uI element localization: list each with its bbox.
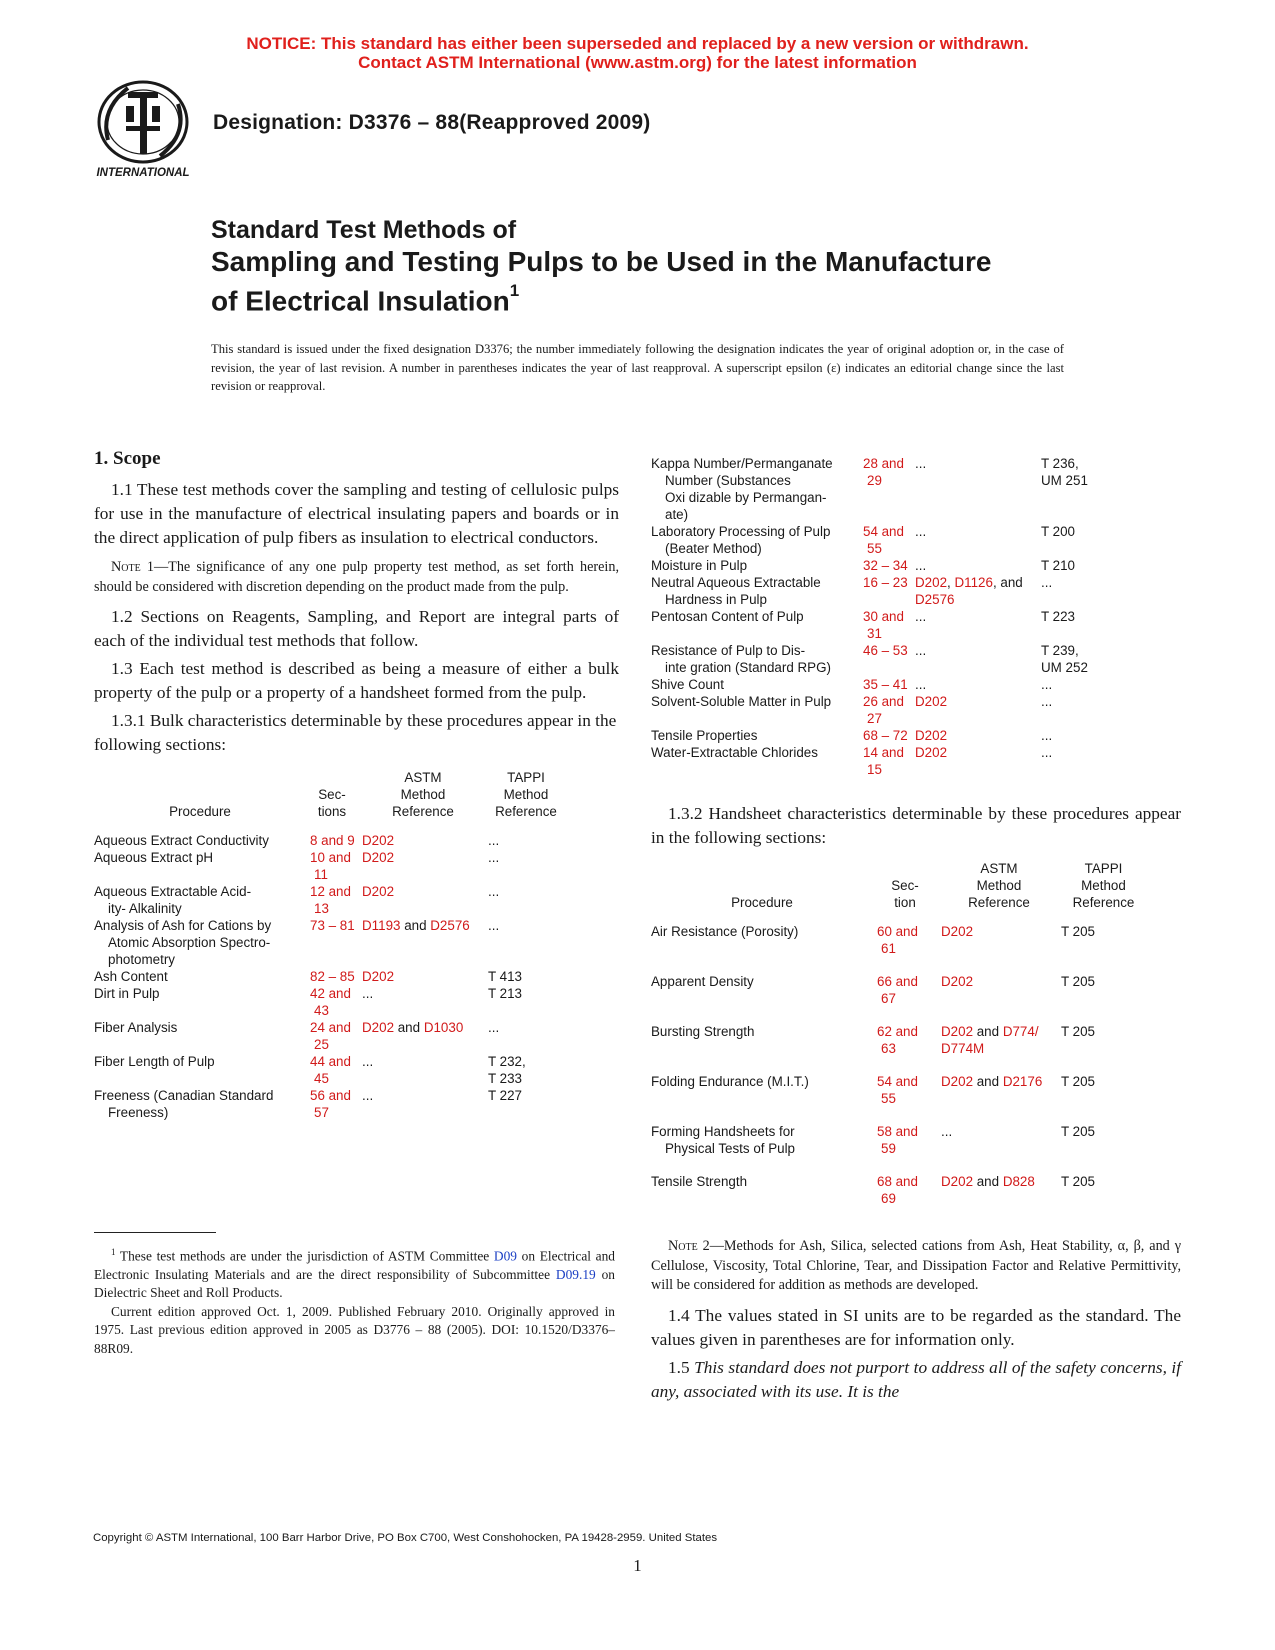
footnote-edition: Current edition approved Oct. 1, 2009. Published February 2010. Originally approved in 1975. Last previous edition approved in 2005 as D3776 – 88 (2005). DOI: 10.1520/D3376–88R09. — [94, 1303, 615, 1356]
tappi-reference-cell: T 205 — [1061, 924, 1095, 939]
astm-reference-cell[interactable]: D202 — [362, 833, 395, 848]
procedure-cell: Aqueous Extract pH — [94, 850, 214, 865]
astm-reference-cell[interactable]: D202 — [362, 884, 395, 899]
section-ref[interactable]: 73 – 81 — [310, 918, 355, 933]
note-1 — [94, 558, 619, 597]
section-ref[interactable]: 59 — [881, 1141, 896, 1156]
astm-reference-cell[interactable]: ... — [915, 558, 927, 573]
tappi-reference-cell: ... — [1041, 694, 1053, 709]
designation: Designation: D3376 – 88(Reapproved 2009) — [213, 111, 651, 134]
footnote-text-b: on Electrical and Electronic Insulating Materials and are the direct responsibility of Subcommittee — [94, 1248, 616, 1282]
sections-cell[interactable] — [306, 1053, 358, 1087]
procedure-cell: Aqueous Extract Conductivity — [94, 833, 269, 848]
astm-reference-cell[interactable]: D202 — [362, 969, 395, 984]
sections-cell[interactable] — [859, 557, 911, 574]
tappi-reference-cell: ... — [488, 918, 500, 933]
note-2-label: Note — [668, 1238, 698, 1254]
tappi-reference-cell: T 200 — [1041, 524, 1075, 539]
tappi-reference-cell: T 232, T 233 — [488, 1054, 526, 1086]
note-1-label: Note — [111, 559, 141, 575]
tappi-reference-cell: ... — [1041, 575, 1053, 590]
tappi-reference-cell: T 223 — [1041, 609, 1075, 624]
paragraph-1-5 — [651, 1356, 1181, 1404]
section-ref[interactable]: 82 – 85 — [310, 969, 355, 984]
section-ref[interactable]: 54 and — [863, 524, 904, 539]
table-row — [94, 1087, 564, 1121]
astm-reference-cell[interactable]: ... — [362, 986, 374, 1001]
title-footnote-mark[interactable]: 1 — [509, 281, 520, 300]
notice-line-1: NOTICE: This standard has either been superseded and replaced by a new version or withdrawn. — [246, 34, 1029, 53]
document-title — [211, 215, 991, 317]
procedure-cell: Bursting Strength — [651, 1024, 755, 1039]
header-astm: ASTM Method Reference — [968, 861, 1030, 910]
tappi-reference-cell: T 205 — [1061, 1124, 1095, 1139]
astm-reference-cell[interactable]: ... — [915, 677, 927, 692]
procedure-cell: Tensile Strength — [651, 1174, 748, 1189]
procedure-cell: Folding Endurance (M.I.T.) — [651, 1074, 809, 1089]
sections-cell[interactable] — [859, 523, 911, 557]
sections-cell[interactable] — [859, 574, 911, 608]
paragraph-1-3-1: 1.3.1 Bulk characteristics determinable by these procedures appear in the following sections: — [94, 711, 617, 754]
header-astm: ASTM Method Reference — [392, 770, 454, 819]
table-row — [651, 744, 1131, 778]
section-ref[interactable]: 69 — [881, 1191, 896, 1206]
section-ref[interactable]: 68 – 72 — [863, 728, 908, 743]
astm-reference-cell[interactable]: D202 — [941, 924, 974, 939]
procedure-cell: Freeness (Canadian Standard Freeness) — [94, 1088, 274, 1120]
section-ref[interactable]: 15 — [867, 762, 882, 777]
footnote-text-c: on Dielectric Sheet and Roll Products. — [94, 1266, 615, 1301]
bulk-characteristics-table — [94, 769, 564, 1121]
section-ref[interactable]: 24 and — [310, 1020, 351, 1035]
table-row — [651, 608, 1131, 642]
table-row — [651, 523, 1131, 557]
paragraph-1-3: 1.3 Each test method is described as being a measure of either a bulk property of the pulp or a property of a handsheet formed from the pulp. — [94, 659, 619, 702]
table-row — [94, 968, 564, 985]
procedure-cell: Solvent-Soluble Matter in Pulp — [651, 694, 832, 709]
paragraph-1-4: 1.4 The values stated in SI units are to be regarded as the standard. The values given in parentheses are for information only. — [651, 1305, 1181, 1349]
table-row — [94, 1053, 564, 1087]
astm-logo-icon — [88, 80, 200, 180]
section-ref[interactable]: 56 and — [310, 1088, 351, 1103]
sections-cell[interactable] — [873, 973, 937, 1023]
section-ref[interactable]: 12 and — [310, 884, 351, 899]
tappi-reference-cell: T 205 — [1061, 974, 1095, 989]
table-row — [651, 693, 1131, 727]
procedure-cell: Aqueous Extractable Acid- ity- Alkalinity — [94, 884, 252, 916]
table-row — [651, 1173, 1146, 1223]
footnote-divider — [94, 1232, 216, 1233]
tappi-reference-cell: T 213 — [488, 986, 522, 1001]
sections-cell[interactable] — [306, 985, 358, 1019]
astm-reference-cell[interactable]: D202 and D774/ D774M — [941, 1024, 1039, 1056]
sections-cell[interactable] — [859, 693, 911, 727]
committee-link[interactable]: D09 — [493, 1248, 517, 1264]
sections-cell[interactable] — [859, 676, 911, 693]
astm-reference-cell[interactable]: ... — [915, 643, 927, 658]
procedure-cell: Moisture in Pulp — [651, 558, 748, 573]
section-ref[interactable]: 42 and — [310, 986, 351, 1001]
astm-reference-cell[interactable]: D202 — [941, 974, 974, 989]
sections-cell[interactable] — [306, 1087, 358, 1121]
section-ref[interactable]: 35 – 41 — [863, 677, 908, 692]
procedure-cell: Laboratory Processing of Pulp (Beater Method) — [651, 524, 831, 556]
procedure-cell: Dirt in Pulp — [94, 986, 160, 1001]
table-row — [94, 832, 564, 849]
astm-reference-cell[interactable]: ... — [362, 1054, 374, 1069]
section-ref[interactable]: 58 and — [877, 1124, 918, 1139]
notice-line-2[interactable]: Contact ASTM International (www.astm.org) for the latest information — [358, 53, 917, 72]
astm-reference-cell[interactable]: D202, D1126, and D2576 — [915, 575, 1023, 607]
section-ref[interactable]: 60 and — [877, 924, 918, 939]
sections-cell[interactable] — [306, 917, 358, 968]
astm-reference-cell[interactable]: ... — [915, 609, 927, 624]
procedure-cell: Fiber Length of Pulp — [94, 1054, 215, 1069]
tappi-reference-cell: ... — [488, 884, 500, 899]
section-ref[interactable]: 66 and — [877, 974, 918, 989]
sections-cell[interactable] — [306, 849, 358, 883]
header-procedure: Procedure — [731, 895, 793, 910]
sections-cell[interactable] — [306, 1019, 358, 1053]
procedure-cell: Water-Extractable Chlorides — [651, 745, 818, 760]
tappi-reference-cell: T 205 — [1061, 1024, 1095, 1039]
section-ref[interactable]: 25 — [314, 1037, 329, 1052]
section-ref[interactable]: 27 — [867, 711, 882, 726]
section-ref[interactable]: 11 — [314, 867, 328, 882]
section-ref[interactable]: 62 and — [877, 1024, 918, 1039]
paragraph-1-2: 1.2 Sections on Reagents, Sampling, and Report are integral parts of each of the individual test methods that follow. — [94, 607, 619, 650]
procedure-cell: Pentosan Content of Pulp — [651, 609, 804, 624]
section-ref[interactable]: 54 and — [877, 1074, 918, 1089]
procedure-cell: Forming Handsheets for Physical Tests of Pulp — [651, 1124, 796, 1156]
header-sections: Sec- tions — [317, 787, 347, 819]
section-ref[interactable]: 29 — [867, 473, 882, 488]
section-ref[interactable]: 45 — [314, 1071, 329, 1086]
section-ref[interactable]: 13 — [314, 901, 329, 916]
section-ref[interactable]: 30 and — [863, 609, 904, 624]
bulk-characteristics-table-continued — [651, 455, 1131, 778]
table-row — [651, 574, 1131, 608]
procedure-cell: Neutral Aqueous Extractable Hardness in Pulp — [651, 575, 821, 607]
table-row — [651, 1073, 1146, 1123]
section-ref[interactable]: 8 and 9 — [310, 833, 355, 848]
tappi-reference-cell: ... — [1041, 745, 1053, 760]
table-row — [651, 923, 1146, 973]
sections-cell[interactable] — [873, 923, 937, 973]
tappi-reference-cell: T 236, UM 251 — [1041, 456, 1088, 488]
issued-statement: This standard is issued under the fixed designation D3376; the number immediately following the designation indicates the year of original adoption or, in the case of revision, the year of last revision. A number in parentheses indicates the year of last reapproval. A superscript epsilon (ε) indicates an editorial change since the last revision or reapproval. — [211, 342, 1064, 393]
astm-reference-cell[interactable]: D202 — [915, 745, 948, 760]
section-ref[interactable]: 14 and — [863, 745, 904, 760]
table-row — [651, 557, 1131, 574]
astm-logo — [88, 80, 200, 180]
astm-reference-cell[interactable]: ... — [915, 456, 927, 471]
title-line-1: Standard Test Methods of — [211, 216, 517, 244]
section-ref[interactable]: 67 — [881, 991, 896, 1006]
astm-reference-cell[interactable]: D202 — [915, 694, 948, 709]
table-row — [651, 676, 1131, 693]
astm-reference-cell[interactable]: D202 and D2176 — [941, 1074, 1043, 1089]
tappi-reference-cell: T 227 — [488, 1088, 522, 1103]
tappi-reference-cell: ... — [1041, 677, 1053, 692]
paragraph-1-5-number: 1.5 — [668, 1357, 695, 1377]
title-line-2: Sampling and Testing Pulps to be Used in the Manufacture — [211, 246, 992, 277]
procedure-cell: Fiber Analysis — [94, 1020, 178, 1035]
procedure-cell: Resistance of Pulp to Dis- inte gration (Standard RPG) — [651, 643, 831, 675]
sections-cell[interactable] — [306, 883, 358, 917]
procedure-cell: Kappa Number/Permanganate Number (Substances Oxi dizable by Permangan- ate) — [651, 456, 833, 522]
sections-cell[interactable] — [306, 832, 358, 849]
table-row — [651, 642, 1131, 676]
section-ref[interactable]: 44 and — [310, 1054, 351, 1069]
table-row — [94, 849, 564, 883]
table-row — [651, 727, 1131, 744]
table-row — [651, 1023, 1146, 1073]
left-column — [94, 448, 619, 1121]
section-ref[interactable]: 57 — [314, 1105, 329, 1120]
footnote-mark: 1 — [111, 1247, 116, 1257]
section-ref[interactable]: 61 — [881, 941, 896, 956]
section-ref[interactable]: 16 – 23 — [863, 575, 908, 590]
sections-cell[interactable] — [873, 1123, 937, 1173]
header-tappi: TAPPI Method Reference — [1072, 861, 1135, 910]
section-ref[interactable]: 31 — [867, 626, 882, 641]
sections-cell[interactable] — [859, 642, 911, 676]
sections-cell[interactable] — [873, 1173, 937, 1223]
tappi-reference-cell: T 413 — [488, 969, 522, 984]
tappi-reference-cell: T 205 — [1061, 1074, 1095, 1089]
astm-reference-cell[interactable]: D1193 and D2576 — [362, 918, 470, 933]
table-row — [94, 1019, 564, 1053]
astm-reference-cell[interactable]: ... — [941, 1124, 953, 1139]
handsheet-characteristics-table — [651, 860, 1146, 1223]
section-heading-scope: 1. Scope — [94, 448, 161, 469]
sections-cell[interactable] — [873, 1023, 937, 1073]
footnote-text-a: These test methods are under the jurisdiction of ASTM Committee — [115, 1248, 494, 1264]
sections-cell[interactable] — [859, 727, 911, 744]
logo-subtitle: INTERNATIONAL — [96, 167, 190, 179]
astm-reference-cell[interactable]: D202 — [915, 728, 948, 743]
section-ref[interactable]: 55 — [867, 541, 882, 556]
subcommittee-link[interactable]: D09.19 — [555, 1266, 596, 1282]
section-ref[interactable]: 68 and — [877, 1174, 918, 1189]
section-ref[interactable]: 32 – 34 — [863, 558, 908, 573]
procedure-cell: Air Resistance (Porosity) — [651, 924, 799, 939]
section-ref[interactable]: 28 and — [863, 456, 904, 471]
table-row — [651, 455, 1131, 523]
tappi-reference-cell: ... — [488, 1020, 500, 1035]
note-1-text: 1—The significance of any one pulp property test method, as set forth herein, should be considered with discretion depending on the product made from the pulp. — [94, 559, 619, 595]
tappi-reference-cell: ... — [488, 850, 500, 865]
tappi-reference-cell: T 210 — [1041, 558, 1075, 573]
sections-cell[interactable] — [859, 744, 911, 778]
page-number: 1 — [633, 1556, 642, 1575]
footnote — [94, 1243, 615, 1358]
header-tappi: TAPPI Method Reference — [495, 770, 557, 819]
section-ref[interactable]: 26 and — [863, 694, 904, 709]
paragraph-1-1: 1.1 These test methods cover the sampling and testing of cellulosic pulps for use in the manufacture of electrical insulating papers and boards or in the direct application of pulp fibers as insulation to electrical conductors. — [94, 480, 619, 547]
sections-cell[interactable] — [306, 968, 358, 985]
section-ref[interactable]: 55 — [881, 1091, 896, 1106]
table-row — [94, 883, 564, 917]
header-section: Sec- tion — [891, 878, 919, 910]
table-row — [651, 973, 1146, 1023]
astm-reference-cell[interactable]: ... — [362, 1088, 374, 1103]
section-ref[interactable]: 10 and — [310, 850, 351, 865]
superseded-notice — [0, 34, 1275, 72]
note-2-text: 2—Methods for Ash, Silica, selected cations from Ash, Heat Stability, α, β, and γ Cellulose, Viscosity, Total Chlorine, Tear, and Dissipation Factor and Relative Permittivity, will be considered for addition as methods are developed. — [651, 1238, 1181, 1293]
sections-cell[interactable] — [873, 1073, 937, 1123]
paragraph-1-3-2: 1.3.2 Handsheet characteristics determinable by these procedures appear in the following sections: — [651, 804, 1181, 847]
copyright: Copyright © ASTM International, 100 Barr Harbor Drive, PO Box C700, West Conshohocken, PA 19428-2959. United States — [93, 1532, 718, 1544]
tappi-reference-cell: T 239, UM 252 — [1041, 643, 1088, 675]
header-procedure: Procedure — [169, 804, 231, 819]
astm-reference-cell[interactable]: D202 — [362, 850, 395, 865]
note-2 — [651, 1237, 1181, 1296]
tappi-reference-cell: ... — [1041, 728, 1053, 743]
title-line-3: of Electrical Insulation — [211, 285, 510, 317]
table-row — [94, 985, 564, 1019]
sections-cell[interactable] — [859, 455, 911, 523]
table-row — [651, 1123, 1146, 1173]
astm-reference-cell[interactable]: D202 and D1030 — [362, 1020, 464, 1035]
table-row — [94, 917, 564, 968]
tappi-reference-cell: ... — [488, 833, 500, 848]
procedure-cell: Shive Count — [651, 677, 724, 692]
section-ref[interactable]: 46 – 53 — [863, 643, 908, 658]
procedure-cell: Analysis of Ash for Cations by Atomic Absorption Spectro- photometry — [94, 918, 272, 967]
paragraph-1-5-text: This standard does not purport to address all of the safety concerns, if any, associated with its use. It is the — [651, 1357, 1182, 1401]
astm-reference-cell[interactable]: ... — [915, 524, 927, 539]
procedure-cell: Ash Content — [94, 969, 168, 984]
right-column — [651, 455, 1181, 1408]
section-ref[interactable]: 63 — [881, 1041, 896, 1056]
procedure-cell: Apparent Density — [651, 974, 754, 989]
section-ref[interactable]: 43 — [314, 1003, 329, 1018]
tappi-reference-cell: T 205 — [1061, 1174, 1095, 1189]
sections-cell[interactable] — [859, 608, 911, 642]
astm-reference-cell[interactable]: D202 and D828 — [941, 1174, 1035, 1189]
procedure-cell: Tensile Properties — [651, 728, 758, 743]
